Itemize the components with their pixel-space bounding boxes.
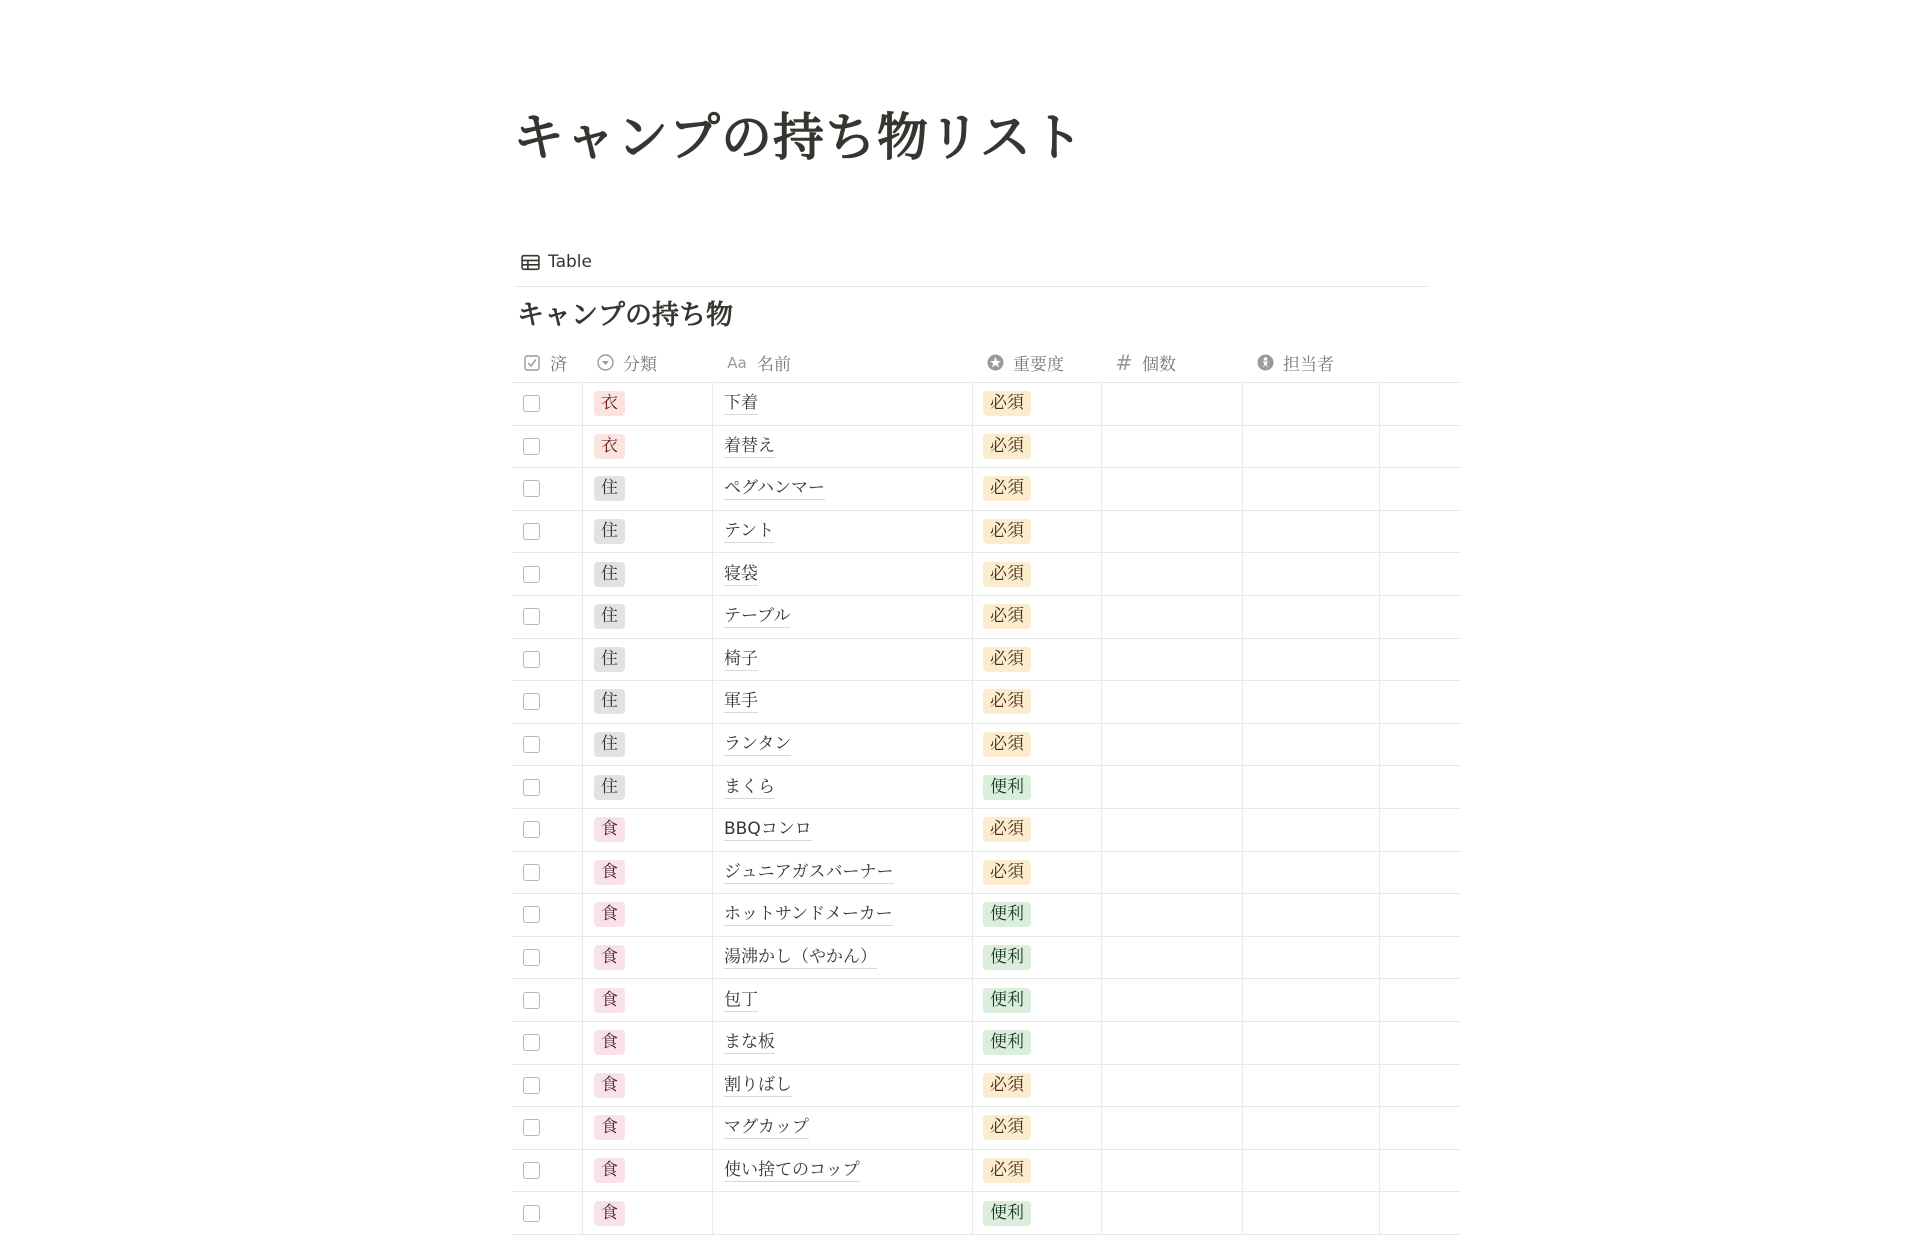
owner-cell[interactable] bbox=[1243, 894, 1380, 936]
column-header-name[interactable] bbox=[713, 343, 973, 382]
owner-cell[interactable] bbox=[1243, 1022, 1380, 1064]
importance-cell[interactable] bbox=[973, 979, 1102, 1021]
category-cell[interactable] bbox=[583, 639, 713, 681]
item-name[interactable]: マグカップ bbox=[724, 1117, 809, 1138]
importance-cell[interactable] bbox=[973, 809, 1102, 851]
category-tag: 住 bbox=[594, 775, 625, 800]
item-name[interactable]: 湯沸かし（やかん） bbox=[724, 947, 877, 968]
item-name[interactable]: テント bbox=[724, 521, 775, 542]
add-property-cell bbox=[1380, 809, 1461, 851]
name-cell[interactable] bbox=[713, 596, 973, 638]
add-property-cell bbox=[1380, 1150, 1461, 1192]
table-row[interactable] bbox=[512, 511, 1461, 554]
name-cell[interactable] bbox=[713, 426, 973, 468]
table-row[interactable] bbox=[512, 766, 1461, 809]
quantity-cell[interactable] bbox=[1102, 937, 1243, 979]
quantity-cell[interactable] bbox=[1102, 1065, 1243, 1107]
done-checkbox[interactable] bbox=[523, 1077, 540, 1094]
category-cell[interactable] bbox=[583, 852, 713, 894]
add-property-cell bbox=[1380, 681, 1461, 723]
done-checkbox[interactable] bbox=[523, 864, 540, 881]
column-label: 重要度 bbox=[1013, 355, 1064, 375]
column-label: 分類 bbox=[623, 355, 657, 375]
done-checkbox[interactable] bbox=[523, 693, 540, 710]
name-cell[interactable] bbox=[713, 852, 973, 894]
select-property-icon bbox=[595, 353, 615, 373]
quantity-cell[interactable] bbox=[1102, 852, 1243, 894]
importance-cell[interactable] bbox=[973, 1107, 1102, 1149]
importance-tag: 必須 bbox=[983, 604, 1031, 629]
column-header-owner[interactable] bbox=[1243, 343, 1380, 382]
done-checkbox[interactable] bbox=[523, 438, 540, 455]
done-checkbox[interactable] bbox=[523, 1162, 540, 1179]
table-row[interactable] bbox=[512, 809, 1461, 852]
category-tag: 食 bbox=[594, 902, 625, 927]
category-cell[interactable] bbox=[583, 724, 713, 766]
table-row[interactable] bbox=[512, 894, 1461, 937]
category-cell[interactable] bbox=[583, 1107, 713, 1149]
owner-cell[interactable] bbox=[1243, 1150, 1380, 1192]
done-cell bbox=[512, 426, 583, 468]
category-cell[interactable] bbox=[583, 766, 713, 808]
name-cell[interactable] bbox=[713, 639, 973, 681]
category-tag: 住 bbox=[594, 689, 625, 714]
importance-tag: 便利 bbox=[983, 775, 1031, 800]
category-tag: 住 bbox=[594, 647, 625, 672]
done-checkbox[interactable] bbox=[523, 608, 540, 625]
importance-tag: 必須 bbox=[983, 647, 1031, 672]
add-property-cell bbox=[1380, 937, 1461, 979]
importance-cell[interactable] bbox=[973, 766, 1102, 808]
owner-cell[interactable] bbox=[1243, 1107, 1380, 1149]
quantity-cell[interactable] bbox=[1102, 596, 1243, 638]
item-name[interactable]: ランタン bbox=[724, 734, 792, 755]
done-checkbox[interactable] bbox=[523, 949, 540, 966]
name-cell[interactable] bbox=[713, 724, 973, 766]
status-property-icon bbox=[985, 353, 1005, 373]
category-cell[interactable] bbox=[583, 1065, 713, 1107]
done-cell bbox=[512, 553, 583, 595]
page-title[interactable]: キャンプの持ち物リスト bbox=[513, 109, 1084, 168]
add-property-cell bbox=[1380, 511, 1461, 553]
quantity-cell[interactable] bbox=[1102, 724, 1243, 766]
item-name[interactable]: 割りばし bbox=[724, 1074, 792, 1095]
add-property-cell bbox=[1380, 553, 1461, 595]
quantity-cell[interactable] bbox=[1102, 766, 1243, 808]
owner-cell[interactable] bbox=[1243, 937, 1380, 979]
name-cell[interactable] bbox=[713, 1150, 973, 1192]
table-icon bbox=[520, 252, 541, 273]
done-checkbox[interactable] bbox=[523, 779, 540, 796]
column-header-done[interactable] bbox=[512, 343, 583, 382]
item-name[interactable]: 寝袋 bbox=[724, 563, 758, 584]
owner-cell[interactable] bbox=[1243, 724, 1380, 766]
importance-tag: 必須 bbox=[983, 1115, 1031, 1140]
importance-cell[interactable] bbox=[973, 937, 1102, 979]
view-tabs bbox=[514, 244, 1428, 287]
quantity-cell[interactable] bbox=[1102, 979, 1243, 1021]
done-cell bbox=[512, 681, 583, 723]
owner-cell[interactable] bbox=[1243, 1065, 1380, 1107]
table-row[interactable] bbox=[512, 681, 1461, 724]
name-cell[interactable] bbox=[713, 1107, 973, 1149]
quantity-cell[interactable] bbox=[1102, 426, 1243, 468]
importance-tag: 必須 bbox=[983, 476, 1031, 501]
item-name[interactable]: 使い捨てのコップ bbox=[724, 1159, 860, 1180]
name-cell[interactable] bbox=[713, 809, 973, 851]
done-cell bbox=[512, 937, 583, 979]
table-row[interactable] bbox=[512, 596, 1461, 639]
name-cell[interactable] bbox=[713, 383, 973, 425]
category-cell[interactable] bbox=[583, 809, 713, 851]
importance-tag: 便利 bbox=[983, 988, 1031, 1013]
importance-cell[interactable] bbox=[973, 1150, 1102, 1192]
category-cell[interactable] bbox=[583, 553, 713, 595]
category-cell[interactable] bbox=[583, 383, 713, 425]
table-body bbox=[512, 382, 1461, 1235]
table-row[interactable] bbox=[512, 639, 1461, 682]
importance-tag: 便利 bbox=[983, 1030, 1031, 1055]
importance-tag: 必須 bbox=[983, 519, 1031, 544]
quantity-cell[interactable] bbox=[1102, 1150, 1243, 1192]
item-name[interactable]: ジュニアガスバーナー bbox=[724, 861, 894, 882]
table-row[interactable] bbox=[512, 979, 1461, 1022]
owner-cell[interactable] bbox=[1243, 681, 1380, 723]
category-cell[interactable] bbox=[583, 511, 713, 553]
category-cell[interactable] bbox=[583, 681, 713, 723]
category-tag: 衣 bbox=[594, 391, 625, 416]
name-cell[interactable] bbox=[713, 468, 973, 510]
done-cell bbox=[512, 511, 583, 553]
quantity-cell[interactable] bbox=[1102, 468, 1243, 510]
importance-tag: 必須 bbox=[983, 391, 1031, 416]
done-checkbox[interactable] bbox=[523, 1119, 540, 1136]
done-checkbox[interactable] bbox=[523, 906, 540, 923]
category-tag: 住 bbox=[594, 519, 625, 544]
importance-cell[interactable] bbox=[973, 383, 1102, 425]
quantity-cell[interactable] bbox=[1102, 383, 1243, 425]
importance-tag: 必須 bbox=[983, 434, 1031, 459]
importance-cell[interactable] bbox=[973, 894, 1102, 936]
add-property-cell bbox=[1380, 894, 1461, 936]
add-property-cell bbox=[1380, 639, 1461, 681]
owner-cell[interactable] bbox=[1243, 809, 1380, 851]
done-checkbox[interactable] bbox=[523, 566, 540, 583]
done-checkbox[interactable] bbox=[523, 736, 540, 753]
database-table bbox=[512, 343, 1461, 1235]
add-property-cell bbox=[1380, 852, 1461, 894]
title-property-icon: Aa bbox=[727, 353, 747, 372]
done-cell bbox=[512, 1065, 583, 1107]
done-checkbox[interactable] bbox=[523, 992, 540, 1009]
category-cell[interactable] bbox=[583, 1150, 713, 1192]
done-checkbox[interactable] bbox=[523, 523, 540, 540]
category-cell[interactable] bbox=[583, 1022, 713, 1064]
add-property-cell bbox=[1380, 383, 1461, 425]
category-tag: 衣 bbox=[594, 434, 625, 459]
done-cell bbox=[512, 468, 583, 510]
column-header-category[interactable] bbox=[583, 343, 713, 382]
add-property-cell bbox=[1380, 1107, 1461, 1149]
done-cell bbox=[512, 1150, 583, 1192]
category-tag: 食 bbox=[594, 1030, 625, 1055]
add-property-cell bbox=[1380, 596, 1461, 638]
importance-tag: 必須 bbox=[983, 1073, 1031, 1098]
checkbox-property-icon bbox=[522, 353, 542, 373]
importance-tag: 便利 bbox=[983, 1201, 1031, 1226]
column-label: 名前 bbox=[757, 355, 791, 375]
category-cell[interactable] bbox=[583, 937, 713, 979]
importance-cell[interactable] bbox=[973, 553, 1102, 595]
column-label: 個数 bbox=[1142, 355, 1176, 375]
column-header-importance[interactable] bbox=[973, 343, 1102, 382]
category-tag: 食 bbox=[594, 988, 625, 1013]
owner-cell[interactable] bbox=[1243, 639, 1380, 681]
importance-tag: 必須 bbox=[983, 1158, 1031, 1183]
tab-table-view[interactable] bbox=[514, 246, 598, 278]
importance-tag: 必須 bbox=[983, 562, 1031, 587]
item-name[interactable]: BBQコンロ bbox=[724, 819, 812, 840]
add-property-cell bbox=[1380, 1065, 1461, 1107]
done-checkbox[interactable] bbox=[523, 480, 540, 497]
add-property-cell bbox=[1380, 468, 1461, 510]
owner-cell[interactable] bbox=[1243, 511, 1380, 553]
item-name[interactable]: 下着 bbox=[724, 393, 758, 414]
importance-cell[interactable] bbox=[973, 724, 1102, 766]
done-cell bbox=[512, 979, 583, 1021]
done-checkbox[interactable] bbox=[523, 651, 540, 668]
importance-tag: 便利 bbox=[983, 945, 1031, 970]
owner-cell[interactable] bbox=[1243, 852, 1380, 894]
category-tag: 住 bbox=[594, 732, 625, 757]
table-row[interactable] bbox=[512, 383, 1461, 426]
quantity-cell[interactable] bbox=[1102, 553, 1243, 595]
name-cell[interactable] bbox=[713, 681, 973, 723]
category-tag: 食 bbox=[594, 1201, 625, 1226]
owner-cell[interactable] bbox=[1243, 766, 1380, 808]
add-property-cell bbox=[1380, 1022, 1461, 1064]
done-cell bbox=[512, 809, 583, 851]
person-property-icon bbox=[1255, 353, 1275, 373]
table-row[interactable] bbox=[512, 426, 1461, 469]
importance-cell[interactable] bbox=[973, 1022, 1102, 1064]
category-tag: 食 bbox=[594, 860, 625, 885]
owner-cell[interactable] bbox=[1243, 553, 1380, 595]
done-cell bbox=[512, 852, 583, 894]
category-tag: 住 bbox=[594, 562, 625, 587]
name-cell[interactable] bbox=[713, 766, 973, 808]
category-cell[interactable] bbox=[583, 426, 713, 468]
category-tag: 食 bbox=[594, 1115, 625, 1140]
quantity-cell[interactable] bbox=[1102, 681, 1243, 723]
owner-cell[interactable] bbox=[1243, 468, 1380, 510]
category-tag: 食 bbox=[594, 817, 625, 842]
item-name[interactable]: まくら bbox=[724, 776, 775, 797]
table-row[interactable] bbox=[512, 937, 1461, 980]
table-row[interactable] bbox=[512, 1022, 1461, 1065]
done-checkbox[interactable] bbox=[523, 1034, 540, 1051]
done-checkbox[interactable] bbox=[523, 1205, 540, 1222]
item-name[interactable]: 着替え bbox=[724, 435, 775, 456]
item-name[interactable]: 包丁 bbox=[724, 989, 758, 1010]
quantity-cell[interactable] bbox=[1102, 809, 1243, 851]
category-cell[interactable] bbox=[583, 894, 713, 936]
category-tag: 食 bbox=[594, 1158, 625, 1183]
name-cell[interactable] bbox=[713, 553, 973, 595]
importance-cell[interactable] bbox=[973, 511, 1102, 553]
name-cell[interactable] bbox=[713, 894, 973, 936]
table-row[interactable] bbox=[512, 468, 1461, 511]
table-row[interactable] bbox=[512, 852, 1461, 895]
column-label: 担当者 bbox=[1283, 355, 1334, 375]
importance-tag: 必須 bbox=[983, 817, 1031, 842]
table-row[interactable] bbox=[512, 1150, 1461, 1193]
importance-cell[interactable] bbox=[973, 1065, 1102, 1107]
column-header-quantity[interactable] bbox=[1102, 343, 1243, 382]
importance-tag: 必須 bbox=[983, 860, 1031, 885]
item-name[interactable]: ペグハンマー bbox=[724, 478, 825, 499]
add-property-cell bbox=[1380, 766, 1461, 808]
done-checkbox[interactable] bbox=[523, 395, 540, 412]
done-checkbox[interactable] bbox=[523, 821, 540, 838]
done-cell bbox=[512, 596, 583, 638]
done-cell bbox=[512, 894, 583, 936]
category-tag: 食 bbox=[594, 1073, 625, 1098]
name-cell[interactable] bbox=[713, 979, 973, 1021]
item-name[interactable]: ホットサンドメーカー bbox=[724, 904, 893, 925]
done-cell bbox=[512, 383, 583, 425]
table-row[interactable] bbox=[512, 553, 1461, 596]
category-tag: 住 bbox=[594, 476, 625, 501]
done-cell bbox=[512, 724, 583, 766]
done-cell bbox=[512, 639, 583, 681]
name-cell[interactable] bbox=[713, 511, 973, 553]
database-title[interactable]: キャンプの持ち物 bbox=[517, 300, 733, 331]
category-tag: 住 bbox=[594, 604, 625, 629]
importance-cell[interactable] bbox=[973, 468, 1102, 510]
add-property-cell bbox=[1380, 724, 1461, 766]
tab-table-label: Table bbox=[548, 252, 592, 272]
importance-cell[interactable] bbox=[973, 426, 1102, 468]
item-name[interactable]: 椅子 bbox=[724, 648, 758, 669]
name-cell[interactable] bbox=[713, 1065, 973, 1107]
add-property-cell bbox=[1380, 426, 1461, 468]
importance-tag: 必須 bbox=[983, 689, 1031, 714]
quantity-cell[interactable] bbox=[1102, 1107, 1243, 1149]
done-cell bbox=[512, 1022, 583, 1064]
owner-cell[interactable] bbox=[1243, 426, 1380, 468]
table-header bbox=[512, 343, 1461, 382]
table-row[interactable] bbox=[512, 1065, 1461, 1108]
item-name[interactable]: 軍手 bbox=[724, 691, 758, 712]
category-tag: 食 bbox=[594, 945, 625, 970]
importance-cell[interactable] bbox=[973, 596, 1102, 638]
importance-cell[interactable] bbox=[973, 681, 1102, 723]
name-cell[interactable] bbox=[713, 937, 973, 979]
item-name[interactable]: テーブル bbox=[724, 606, 791, 627]
table-row[interactable] bbox=[512, 724, 1461, 767]
name-cell[interactable] bbox=[713, 1022, 973, 1064]
quantity-cell[interactable] bbox=[1102, 511, 1243, 553]
category-cell[interactable] bbox=[583, 979, 713, 1021]
category-cell[interactable] bbox=[583, 468, 713, 510]
done-cell bbox=[512, 1107, 583, 1149]
owner-cell[interactable] bbox=[1243, 979, 1380, 1021]
category-cell[interactable] bbox=[583, 596, 713, 638]
quantity-cell[interactable] bbox=[1102, 1022, 1243, 1064]
quantity-cell[interactable] bbox=[1102, 639, 1243, 681]
owner-cell[interactable] bbox=[1243, 596, 1380, 638]
add-property-cell bbox=[1380, 979, 1461, 1021]
number-property-icon: # bbox=[1115, 350, 1133, 375]
column-label: 済 bbox=[550, 355, 567, 375]
table-row[interactable] bbox=[512, 1107, 1461, 1150]
importance-cell[interactable] bbox=[973, 639, 1102, 681]
importance-cell[interactable] bbox=[973, 852, 1102, 894]
done-cell bbox=[512, 766, 583, 808]
item-name[interactable]: まな板 bbox=[724, 1032, 775, 1053]
importance-tag: 便利 bbox=[983, 902, 1031, 927]
owner-cell[interactable] bbox=[1243, 383, 1380, 425]
importance-tag: 必須 bbox=[983, 732, 1031, 757]
quantity-cell[interactable] bbox=[1102, 894, 1243, 936]
